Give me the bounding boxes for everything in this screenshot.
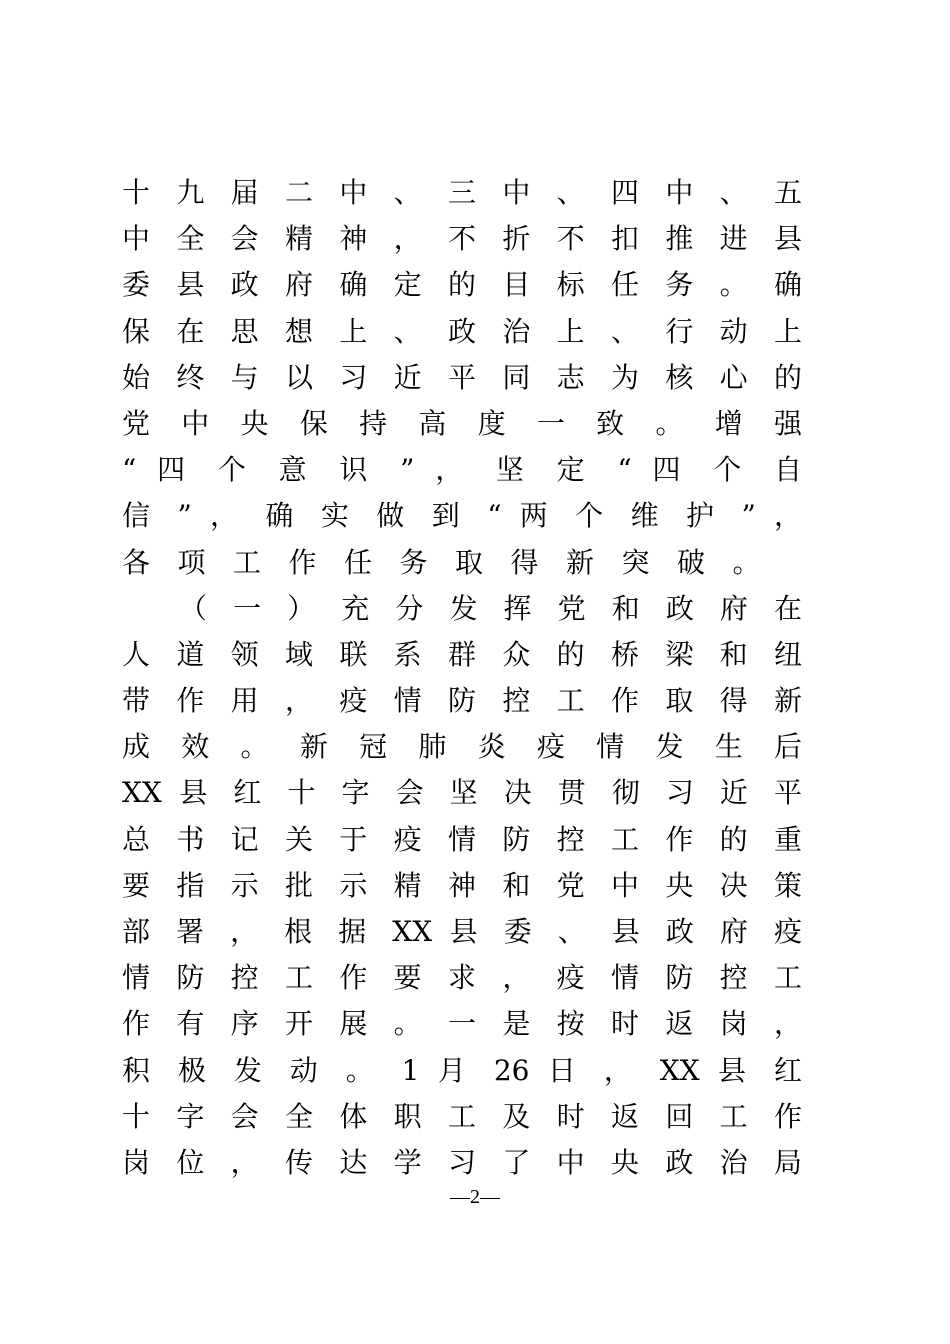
text-line: “ 四 个 意 识 ” ， 坚 定 “ 四 个 自 bbox=[122, 453, 802, 487]
text-line: 十 字 会 全 体 职 工 及 时 返 回 工 作 bbox=[122, 1099, 802, 1133]
text-line: 保 在 思 想 上 、 政 治 上 、 行 动 上 bbox=[122, 314, 802, 348]
text-line: 带 作 用 ， 疫 情 防 控 工 作 取 得 新 bbox=[122, 684, 802, 718]
section-heading-line: （ 一 ） 充 分 发 挥 党 和 政 府 在 bbox=[179, 591, 802, 625]
text-line: XX 县 红 十 字 会 坚 决 贯 彻 习 近 平 bbox=[122, 776, 802, 810]
text-line-paragraph-end: 各项工作任务取得新突破。 bbox=[122, 545, 789, 579]
text-line: 作 有 序 开 展 。 一 是 按 时 返 岗 ， bbox=[122, 1007, 802, 1041]
text-line: 积 极 发 动 。 1 月 26 日 ， XX 县 红 bbox=[122, 1053, 802, 1087]
text-line: 党 中 央 保 持 高 度 一 致 。 增 强 bbox=[122, 406, 802, 440]
text-line: 要 指 示 批 示 精 神 和 党 中 央 决 策 bbox=[122, 868, 802, 902]
text-line: 总 书 记 关 于 疫 情 防 控 工 作 的 重 bbox=[122, 822, 802, 856]
text-line: 信 ” ， 确 实 做 到 “ 两 个 维 护 ” ， bbox=[122, 499, 802, 533]
text-line: 成 效 。 新 冠 肺 炎 疫 情 发 生 后 bbox=[122, 730, 802, 764]
page-number: —2— bbox=[450, 1186, 500, 1208]
text-line: 委 县 政 府 确 定 的 目 标 任 务 。 确 bbox=[122, 268, 802, 302]
text-line: 岗 位 ， 传 达 学 习 了 中 央 政 治 局 bbox=[122, 1145, 802, 1179]
text-line: 情 防 控 工 作 要 求 ， 疫 情 防 控 工 bbox=[122, 961, 802, 995]
text-line: 始 终 与 以 习 近 平 同 志 为 核 心 的 bbox=[122, 360, 802, 394]
text-line: 人 道 领 域 联 系 群 众 的 桥 梁 和 纽 bbox=[122, 637, 802, 671]
text-line: 中 全 会 精 神 ， 不 折 不 扣 推 进 县 bbox=[122, 222, 802, 256]
text-line: 十 九 届 二 中 、 三 中 、 四 中 、 五 bbox=[122, 176, 802, 209]
body-text bbox=[122, 170, 802, 1186]
text-line: 部 署 ， 根 据 XX 县 委 、 县 政 府 疫 bbox=[122, 915, 802, 948]
